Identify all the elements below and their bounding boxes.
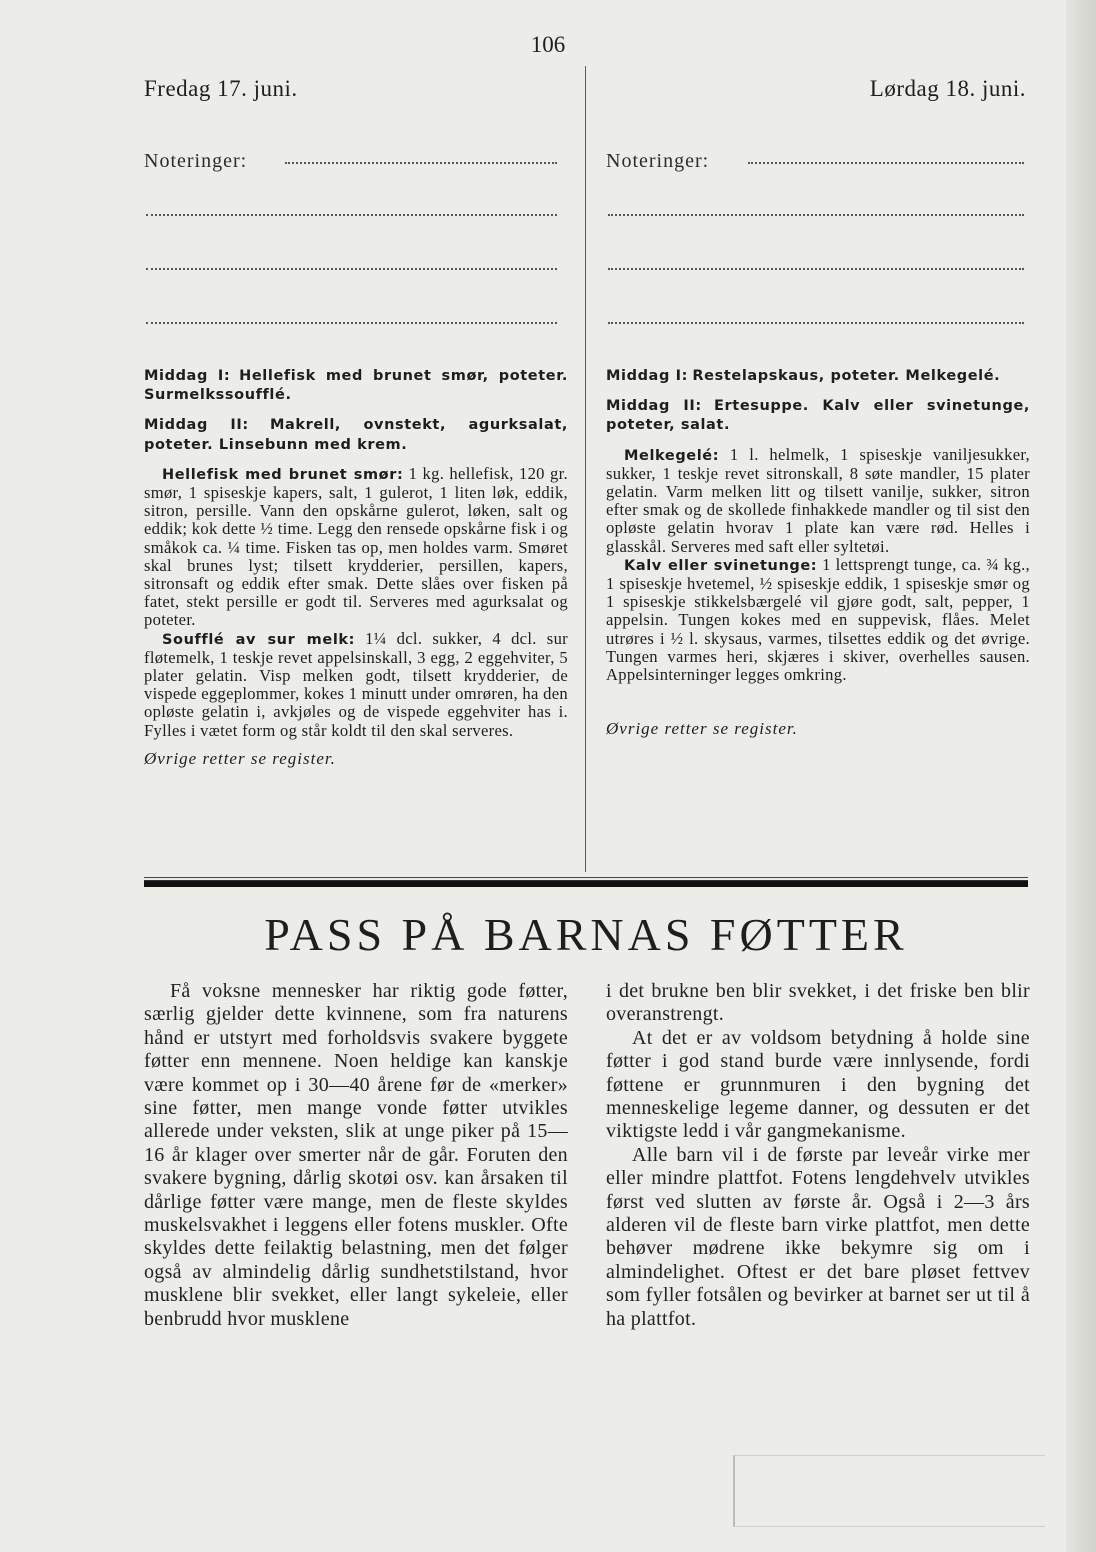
right-day-heading: Lørdag 18. juni. — [869, 76, 1026, 101]
library-stamp-frame — [733, 1455, 1045, 1527]
page-edge-shadow — [1066, 0, 1096, 1552]
right-recipe-1-text: 1 l. helmelk, 1 spiseskje vaniljesukker, sukker, 1 teskje revet sitronskall, 8 søte mandler, 15 plater gelatin. Varm melken litt og tilsett vanilje, sukker, sitron efter smak og de skollede finhakkede mandler og til sist den opløste gelatin hvorav 1 plate kan være rød. Helles i glasskål. Serveres med saft eller syltetøi. — [606, 444, 1030, 556]
right-recipes — [606, 446, 1030, 685]
right-notes-label: Noteringer: — [606, 150, 710, 172]
left-footer-note: Øvrige retter se register. — [144, 748, 336, 768]
right-notes-line-3[interactable] — [608, 266, 1024, 270]
left-notes-line-2[interactable] — [146, 212, 557, 216]
left-middag-1-label: Middag I: — [144, 368, 231, 384]
left-middag-2-label: Middag II: — [144, 417, 249, 434]
article-heading: PASS PÅ BARNAS FØTTER — [264, 909, 908, 960]
left-recipe-1-title: Hellefisk med brunet smør: — [162, 466, 404, 483]
right-recipe-1-title: Melkegelé: — [624, 447, 720, 464]
right-middag-2-label: Middag II: — [606, 398, 702, 415]
right-menu-column — [606, 366, 1030, 738]
article-paragraph: At det er av voldsom betydning å holde sine føtter i god stand burde være innlysende, fordi føttene er grunnmuren i den bygning det menneskelige legeme danner, og dessuten er det viktigste ledd i vår gangmekanisme. — [606, 1026, 1030, 1143]
right-notes-line-4[interactable] — [608, 320, 1024, 324]
left-middag-1 — [144, 366, 568, 404]
left-notes-line-1[interactable] — [285, 160, 557, 164]
column-divider — [585, 66, 586, 872]
left-middag-1-text: Hellefisk med brunet smør, poteter. Surmelkssoufflé. — [144, 368, 569, 404]
left-recipes — [144, 465, 568, 740]
left-menu-column — [144, 366, 568, 768]
right-middag-1-label: Middag I: — [606, 368, 688, 384]
right-middag-2 — [606, 396, 1030, 434]
left-day-heading: Fredag 17. juni. — [144, 76, 298, 101]
left-notes-label: Noteringer: — [144, 150, 248, 172]
left-recipe-2-title: Soufflé av sur melk: — [162, 631, 356, 648]
section-rule-thin — [144, 877, 1028, 878]
article-left-column — [144, 980, 568, 1331]
left-middag-2-text: Makrell, ovnstekt, agurksalat, poteter. Linsebunn med krem. — [144, 417, 568, 453]
right-recipe-1 — [606, 446, 1030, 556]
left-notes-line-3[interactable] — [146, 266, 557, 270]
right-recipe-2-title: Kalv eller svinetunge: — [624, 557, 818, 574]
right-footer-note: Øvrige retter se register. — [606, 719, 798, 739]
right-recipe-2-text: 1 lettsprengt tunge, ca. ¾ kg., 1 spiseskje hvetemel, ½ spiseskje eddik, 1 spiseskje smør og 1 spiseskje stikkelsbærgelé vil gjøre godt, salt, pepper, 1 appelsin. Tungen kokes med en suppevisk, flåes. Melet utrøres i ½ l. skysaus, varmes, tilsettes eddik og det øvrige. Tungen varmes heri, skjæres i skiver, overhelles sausen. Appelsinterninger legges omkring. — [606, 554, 1030, 685]
article-paragraph: Få voksne mennesker har riktig gode føtter, særlig gjelder dette kvinnene, som fra naturens hånd er utstyrt med forholdsvis svakere byggete føtter enn mennene. Noen heldige kan kanskje være kommet op i 30—40 årene før de «merker» sine føtter, men mange vonde føtter utvikles allerede under veksten, slik at unge piker på 15—16 år klager over smerter når de går. Foruten den svakere bygning, dårlig skotøi osv. kan årsaken til dårlige føtter være mange, men de fleste skyldes muskelsvakhet i leggens eller fotens muskler. Ofte skyldes dette feilaktig belastning, men det følger også av almindelig dårlig sundhetstilstand, hvor musklene blir svekket, eller langt sykeleie, eller benbrudd hvor musklene — [144, 980, 568, 1330]
article-paragraph: Alle barn vil i de første par leveår virke mer eller mindre plattfot. Fotens lengdehvelv utvikles først ved slutten av første år. Også i 2—3 års alderen vil de fleste barn virke plattfot, men dette behøver mødrene ikke bekymre sig om i almindelighet. Oftest er det bare pløset fettvev som fyller fotsålen og bevirker at barnet ser ut til å ha plattfot. — [606, 1143, 1030, 1330]
left-notes-line-4[interactable] — [146, 320, 557, 324]
article-paragraph: i det brukne ben blir svekket, i det friske ben blir overanstrengt. — [606, 980, 1030, 1026]
article-right-column — [606, 980, 1030, 1331]
right-middag-1-text: Restelapskaus, poteter. Melkegelé. — [692, 368, 1001, 384]
left-recipe-1 — [144, 465, 568, 630]
right-notes-line-2[interactable] — [608, 212, 1024, 216]
left-recipe-2-text: 1¼ dcl. sukker, 4 dcl. sur fløtemelk, 1 teskje revet appelsinskall, 3 egg, 2 eggehviter, 5 plater gelatin. Visp melken godt, tilsett krydderier, de vispede eggeplommer, kokes 1 minutt under omrøren, ha den opløste gelatin i, avkjøles og de vispede eggehviter has i. Fylles i vætet form og står koldt til den skal serveres. — [144, 628, 568, 740]
right-notes-line-1[interactable] — [748, 160, 1024, 164]
right-middag-1 — [606, 366, 1030, 385]
right-middag-2-text: Ertesuppe. Kalv eller svinetunge, poteter, salat. — [606, 398, 1030, 434]
left-middag-2 — [144, 415, 568, 453]
right-recipe-2 — [606, 556, 1030, 684]
page-number: 106 — [530, 32, 566, 57]
section-rule — [144, 880, 1028, 887]
left-recipe-2 — [144, 630, 568, 740]
left-recipe-1-text: 1 kg. hellefisk, 120 gr. smør, 1 spiseskje kapers, salt, 1 gulerot, 1 liten løk, eddik, sitron, persille. Vann den opskårne gulerot, løken, salt og eddik; kok dette ½ time. Legg den rensede opskårne fisk i og småkok ca. ¼ time. Fisken tas op, men holdes varm. Smøret skal brunes lyst; tilsett krydderier, persillen, kapers, sitronsaft og eddik efter smak. Dette slåes over fisken på fatet, stekt persille er godt til. Serveres med agurksalat og poteter. — [144, 463, 568, 630]
